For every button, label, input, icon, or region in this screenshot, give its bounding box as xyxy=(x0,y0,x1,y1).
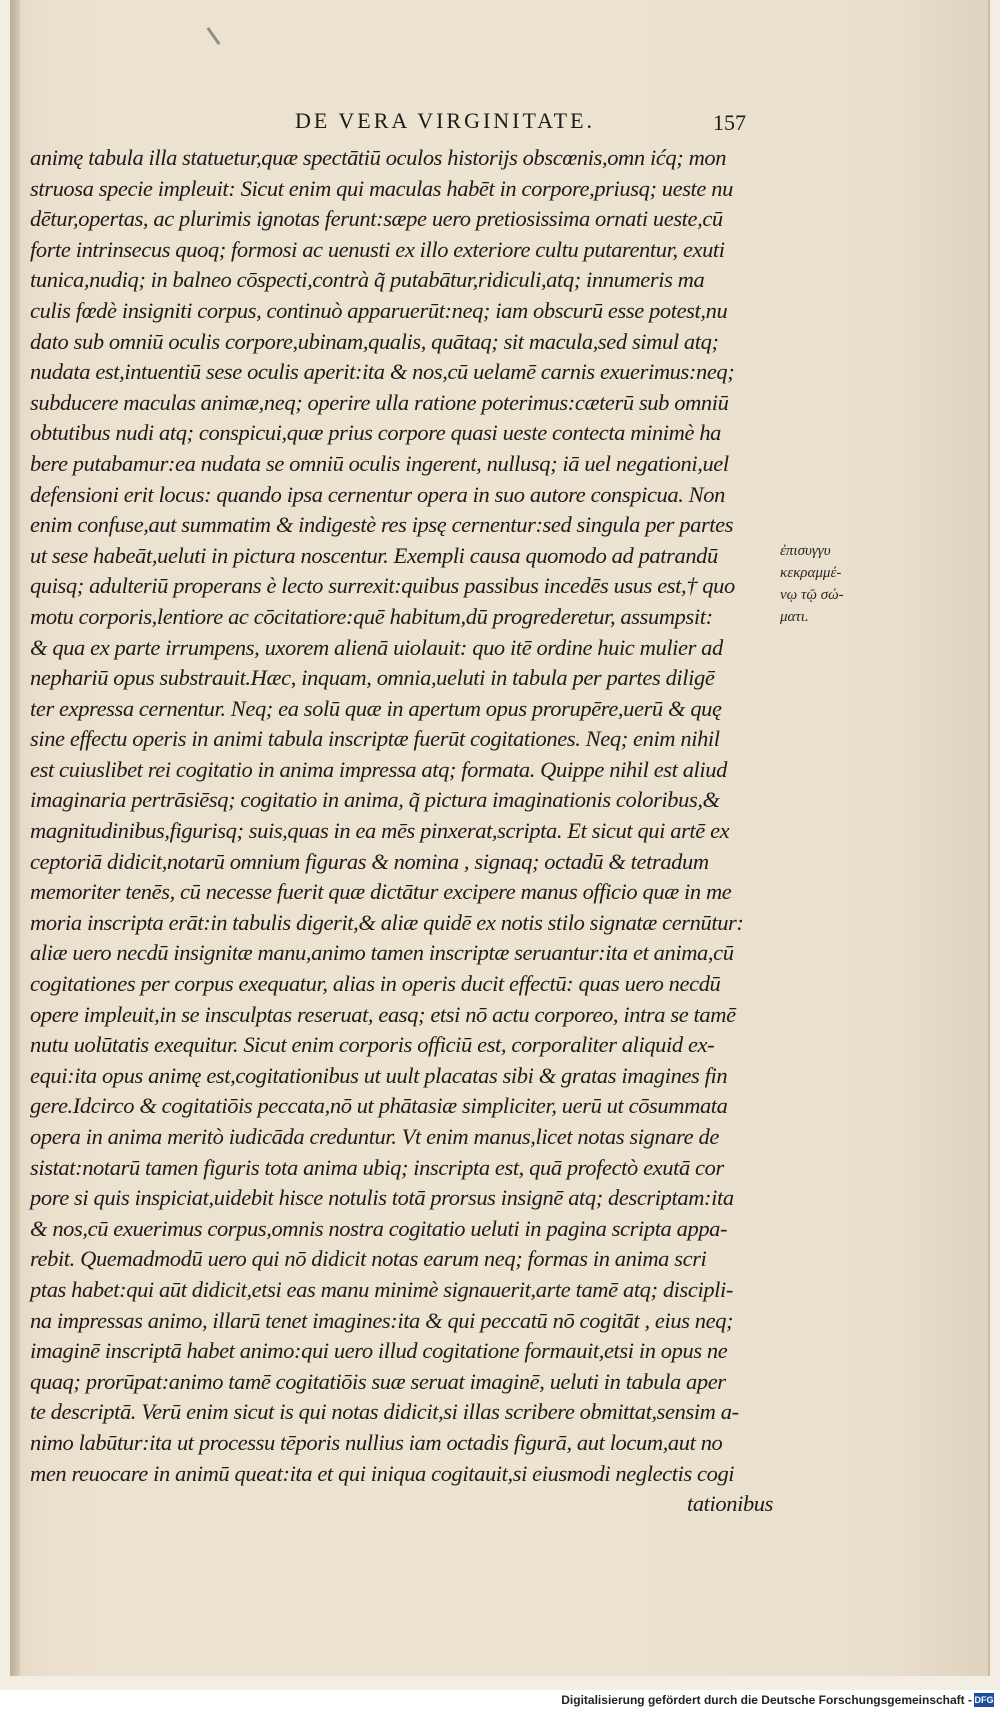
text-line: nimo labūtur:ita ut processu tēporis nullius iam octadis figurā, aut locum,aut no xyxy=(30,1429,723,1455)
text-line: pore si quis inspiciat,uidebit hisce notulis totā prorsus insignē atq; descriptam:ita xyxy=(30,1185,734,1211)
text-line: enim confuse,aut summatim & indigestè res ipsę cernentur:sed singula per partes xyxy=(30,512,734,538)
folio-number: 157 xyxy=(713,110,746,135)
text-line: obtutibus nudi atq; conspicui,quæ prius corpore quasi ueste contecta minimè ha xyxy=(30,420,722,446)
body-text xyxy=(30,143,775,1520)
text-line: te descriptā. Verū enim sicut is qui notas didicit,si illas scribere obmittat,sensim a- xyxy=(30,1399,739,1425)
marginal-note-line: νῳ τῷ σώ- xyxy=(780,587,844,603)
text-line: bere putabamur:ea nudata se omniū oculis ingerent, nullusq; iā uel negationi,uel xyxy=(30,450,729,476)
text-line: defensioni erit locus: quando ipsa cernentur opera in suo autore conspicua. Non xyxy=(30,481,725,507)
text-line: nephariū opus substrauit.Hæc, inquam, omnia,ueluti in tabula per partes diligē xyxy=(30,665,715,691)
text-line: subducere maculas animæ,neq; operire ulla ratione poterimus:cæterū sub omniū xyxy=(30,389,729,415)
text-line: & qua ex parte irrumpens, uxorem alienā uiolauit: quo itē ordine huic mulier ad xyxy=(30,634,723,660)
text-line: struosa specie impleuit: Sicut enim qui maculas habēt in corpore,priusq; ueste nu xyxy=(30,175,733,201)
running-head: DE VERA VIRGINITATE. xyxy=(294,108,596,133)
text-line: men reuocare in animū queat:ita et qui iniqua cogitauit,si eiusmodi neglectis cogi xyxy=(30,1460,735,1486)
dfg-logo-icon: DFG xyxy=(974,1695,994,1705)
text-line: motu corporis,lentiore ac cōcitatiore:quē habitum,dū progrederetur, assumpsit: xyxy=(30,603,713,629)
text-line: quisq; adulteriū properans è lecto surrexit:quibus passibus incedēs usus est,† quo xyxy=(30,573,735,599)
text-line: imaginaria pertrāsiēsq; cogitatio in anima, q̃ pictura imaginationis coloribus,& xyxy=(30,787,720,813)
text-line: moria inscripta erāt:in tabulis digerit,& aliæ quidē ex notis stilo signatæ cernūtur: xyxy=(30,909,744,935)
marginal-note-line: κεκραμμέ- xyxy=(780,565,842,581)
text-line: forte intrinsecus quoq; formosi ac uenusti ex illo exteriore cultu putarentur, exuti xyxy=(30,236,725,262)
marginal-note-line: ἐπισυγγυ xyxy=(780,543,831,559)
page-gutter xyxy=(10,0,20,1676)
text-line: quaq; prorūpat:animo tamē cogitatiōis suæ seruat imaginē, ueluti in tabula aper xyxy=(30,1368,726,1394)
text-line: ptas habet:qui aūt didicit,etsi eas manu minimè signauerit,arte tamē atq; discipli- xyxy=(30,1276,733,1302)
text-line: opera in anima meritò iudicāda creduntur. Vt enim manus,licet notas signare de xyxy=(30,1124,719,1149)
text-line: ter expressa cernentur. Neq; ea solū quæ in apertum opus prorupēre,uerū & quę xyxy=(30,695,722,721)
text-line: equi:ita opus animę est,cogitationibus ut uult placatas sibi & gratas imagines fin xyxy=(30,1062,728,1088)
text-line: magnitudinibus,figurisq; suis,quas in ea mēs pinxerat,scripta. Et sicut qui artē ex xyxy=(30,818,730,844)
text-line: nutu uolūtatis exequitur. Sicut enim corporis officiū est, corporaliter aliquid ex- xyxy=(30,1032,715,1058)
text-line: memoriter tenēs, cū necesse fuerit quæ dictātur excipere manus officio quæ in me xyxy=(30,879,732,905)
text-line: gere.Idcirco & cogitatiōis peccata,nō ut phātasiæ simpliciter, uerū ut cōsummata xyxy=(30,1093,728,1119)
text-line: sistat:notarū tamen figuris tota anima ubiq; inscripta est, quā profectò exutā cor xyxy=(30,1154,724,1180)
text-line: est cuiuslibet rei cogitatio in anima impressa atq; formata. Quippe nihil est aliud xyxy=(30,756,727,782)
marginal-note xyxy=(780,540,890,628)
text-line: imaginē inscriptā habet animo:qui uero illud cogitatione formauit,etsi in opus ne xyxy=(30,1338,728,1364)
text-line: culis fœdè insigniti corpus, continuò apparuerūt:neq; iam obscurū esse potest,nu xyxy=(30,297,728,323)
text-line: cogitationes per corpus exequatur, alias in operis ducit effectū: quas uero necdū xyxy=(30,971,721,997)
text-line: rebit. Quemadmodū uero qui nō didicit notas earum neq; formas in anima scri xyxy=(30,1246,707,1272)
text-line: aliæ uero necdū insignitæ manu,animo tamen inscriptæ seruantur:ita et anima,cū xyxy=(30,940,734,966)
text-line: ceptoriā didicit,notarū omnium figuras & nomina , signaq; octadū & tetradum xyxy=(30,848,709,874)
text-line: dētur,opertas, ac plurimis ignotas ferunt:sæpe uero pretiosissima ornati ueste,cū xyxy=(30,206,723,232)
text-line: nudata est,intuentiū sese oculis aperit:ita & nos,cū uelamē carnis exuerimus:neq; xyxy=(30,359,735,385)
text-line: dato sub omniū oculis corpore,ubinam,qualis, quātaq; sit macula,sed simul atq; xyxy=(30,328,719,354)
text-line: tunica,nudiq; in balneo cōspecti,contrà q̃ putabātur,ridiculi,atq; innumeris ma xyxy=(30,267,705,293)
text-line: opere impleuit,in se insculptas reseruat, easq; etsi nō actu corporeo, intra se tamē xyxy=(30,1001,736,1027)
text-line: na impressas animo, illarū tenet imagines:ita & qui peccatū nō cogitāt , eius neq; xyxy=(30,1307,734,1333)
text-line: & nos,cū exuerimus corpus,omnis nostra cogitatio ueluti in pagina scripta appa- xyxy=(30,1215,728,1241)
text-line: ut sese habeāt,ueluti in pictura noscentur. Exempli causa quomodo ad patrandū xyxy=(30,542,718,568)
funding-note: Digitalisierung gefördert durch die Deutsche Forschungsgemeinschaft - xyxy=(561,1693,972,1707)
marginal-note-line: ματι. xyxy=(780,609,809,625)
text-line: sine effectu operis in animi tabula inscriptæ fuerūt cogitationes. Neq; enim nihil xyxy=(30,726,720,752)
catchword: tationibus xyxy=(686,1491,773,1517)
text-line: animę tabula illa statuetur,quæ spectātiū oculos historijs obscœnis,omn ićq; mon xyxy=(30,145,727,170)
